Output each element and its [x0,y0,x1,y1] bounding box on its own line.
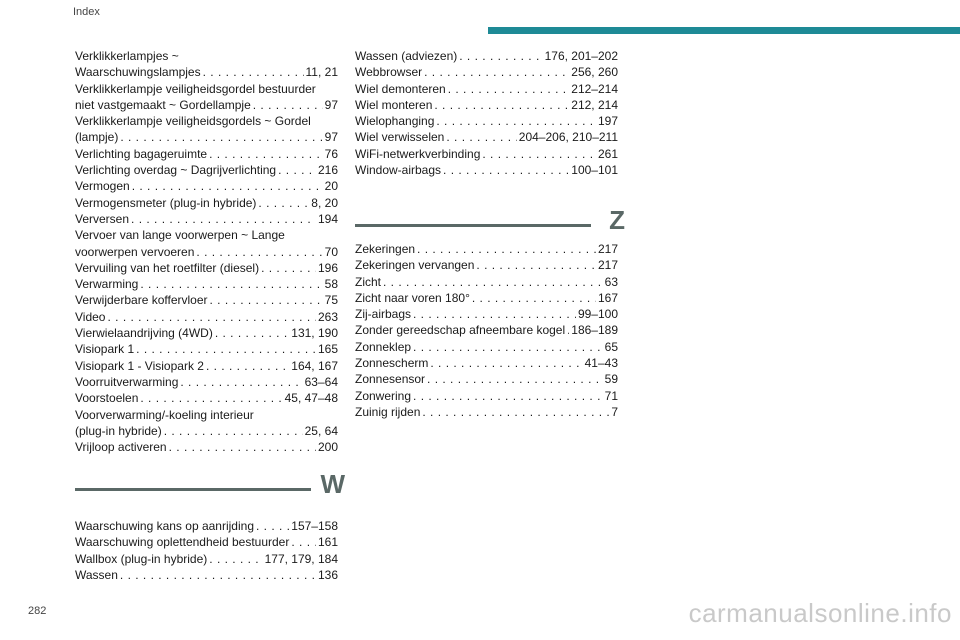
entry-term: Zekeringen vervangen [355,258,475,273]
dot-leader [206,358,289,374]
index-entry [355,355,618,371]
index-entry [75,309,338,325]
entry-term: niet vastgemaakt ~ Gordellampje [75,97,251,112]
entry-term: WiFi-netwerkverbinding [355,146,481,161]
index-entry [355,64,618,80]
dot-leader [434,97,569,113]
index-entry [75,178,338,194]
index-entry [75,276,338,292]
entry-term: Vrijloop activeren [75,440,167,455]
dot-leader [413,339,603,355]
dot-leader [424,64,569,80]
dot-leader [472,290,596,306]
entry-term: Webbrowser [355,65,423,80]
index-entry [75,292,338,308]
entry-term: Zekeringen [355,242,416,256]
index-entry [355,274,618,290]
entry-pages: 217 [597,258,618,273]
entry-term: Zonneklep [355,339,412,354]
entry-pages: 97 [324,97,338,112]
index-entry [75,358,338,374]
entry-pages: 131, 190 [291,326,338,341]
index-entry [355,48,618,64]
index-entry [355,162,618,178]
entry-term: Verlichting bagageruimte [75,146,208,161]
dot-leader [258,195,309,211]
entry-pages: 8, 20 [311,195,338,210]
entry-term: Waarschuwing oplettendheid bestuurder [75,535,290,550]
entry-pages: 11, 21 [305,65,338,80]
dot-leader [253,97,323,113]
dot-leader [459,48,542,64]
entry-term: Wiel verwisselen [355,130,445,145]
entry-pages: 177, 179, 184 [264,551,338,566]
entry-pages: 63–64 [304,374,338,389]
dot-leader [196,244,322,260]
index-entry [75,423,338,439]
index-entry [355,81,618,97]
dot-leader [256,518,289,534]
index-entry [75,64,338,80]
page-number: 282 [28,605,47,617]
entry-term: voorwerpen vervoeren [75,244,195,259]
index-entry [75,162,338,178]
index-entry [355,339,618,355]
dot-leader [443,162,569,178]
entry-term: Verwijderbare koffervloer [75,293,208,308]
dot-leader [567,322,569,338]
dot-leader [215,325,289,341]
index-section-w [75,518,338,583]
index-entry [75,129,338,145]
dot-leader [291,534,316,550]
index-section-z [355,241,618,420]
entry-term: Voorstoelen [75,391,139,406]
entry-pages: 204–206, 210–211 [518,130,618,145]
entry-term: Visiopark 1 [75,342,135,357]
entry-term: Wiel monteren [355,97,433,112]
dot-leader [417,241,596,257]
entry-term: Vermogensmeter (plug-in hybride) [75,195,257,210]
section-header-w [75,466,345,499]
entry-pages: 164, 167 [291,358,338,373]
entry-pages: 161 [317,535,338,550]
entry-term: Verlichting overdag ~ Dagrijverlichting [75,163,277,178]
entry-term: Waarschuwingslampjes [75,65,201,80]
index-entry [355,257,618,273]
dot-leader [169,439,316,455]
dot-leader [209,551,262,567]
entry-term: Vierwielaandrijving (4WD) [75,326,213,341]
entry-term: Verversen [75,211,130,226]
entry-pages: 256, 260 [571,65,618,80]
entry-term: Visiopark 1 - Visiopark 2 [75,358,204,373]
index-entry [75,195,338,211]
entry-pages: 20 [324,179,338,194]
dot-leader [120,129,322,145]
entry-term: Zonwering [355,388,412,403]
dot-leader [203,64,304,80]
entry-pages: 75 [324,293,338,308]
entry-pages: 59 [604,372,618,387]
entry-pages: 100–101 [571,163,618,178]
index-entry: Verklikkerlampje veiligheidsgordels ~ Gordel [75,114,311,129]
dot-leader [140,276,322,292]
entry-pages: 63 [604,274,618,289]
entry-term: Zicht naar voren 180° [355,290,470,305]
dot-leader [482,146,596,162]
entry-term: Zonnesensor [355,372,426,387]
index-column-right [355,48,618,178]
index-entry [75,97,338,113]
index-entry [355,404,618,420]
index-entry [355,388,618,404]
entry-term: Zicht [355,274,382,289]
entry-pages: 194 [317,211,338,226]
entry-pages: 216 [317,163,338,178]
section-letter: W [320,469,345,499]
watermark: carmanualsonline.info [688,598,952,628]
section-header-z [355,202,625,235]
dot-leader [448,81,570,97]
entry-pages: 217 [597,242,618,256]
index-entry [75,341,338,357]
index-entry [75,374,338,390]
index-entry [355,97,618,113]
entry-pages: 165 [317,342,338,357]
entry-pages: 25, 64 [304,423,338,438]
entry-pages: 65 [604,339,618,354]
entry-term: Wallbox (plug-in hybride) [75,551,208,566]
entry-pages: 71 [604,388,618,403]
index-entry: Verklikkerlampjes ~ [75,49,179,63]
entry-pages: 167 [597,290,618,305]
entry-pages: 136 [317,567,338,582]
dot-leader [120,567,316,583]
header-accent-bar [488,27,960,34]
index-entry [355,306,618,322]
entry-pages: 176, 201–202 [544,49,618,63]
entry-pages: 261 [597,146,618,161]
dot-leader [278,162,316,178]
entry-pages: 157–158 [291,519,338,533]
entry-term: Zij-airbags [355,307,412,322]
entry-pages: 197 [597,114,618,129]
index-entry [75,534,338,550]
entry-pages: 99–100 [577,307,618,322]
index-entry [75,518,338,534]
index-entry [355,290,618,306]
dot-leader [436,113,596,129]
dot-leader [476,257,596,273]
index-entry [75,211,338,227]
index-entry [75,325,338,341]
index-entry: Voorverwarming/-koeling interieur [75,407,254,422]
entry-pages: 70 [324,244,338,259]
index-entry [75,567,338,583]
entry-pages: 41–43 [584,356,618,371]
index-entry [355,113,618,129]
index-entry: Verklikkerlampje veiligheidsgordel bestuurder [75,81,316,96]
entry-term: Zonder gereedschap afneembare kogel [355,323,566,338]
entry-pages: 58 [324,277,338,292]
entry-term: (plug-in hybride) [75,423,162,438]
dot-leader [164,423,303,439]
entry-term: Wassen (adviezen) [355,49,458,63]
entry-term: Video [75,309,106,324]
dot-leader [209,146,323,162]
index-entry [75,146,338,162]
entry-pages: 7 [611,404,618,419]
entry-pages: 97 [324,130,338,145]
entry-pages: 186–189 [571,323,618,338]
dot-leader [422,404,609,420]
index-entry: Vervoer van lange voorwerpen ~ Lange [75,228,285,243]
entry-pages: 212, 214 [571,97,618,112]
entry-term: Vermogen [75,179,130,194]
index-entry [75,390,338,406]
dot-leader [132,178,323,194]
entry-pages: 76 [324,146,338,161]
entry-term: Verwarming [75,277,139,292]
index-entry [355,129,618,145]
dot-leader [210,292,323,308]
dot-leader [413,306,576,322]
entry-pages: 212–214 [571,81,618,96]
index-entry [355,241,618,257]
entry-term: Vervuiling van het roetfilter (diesel) [75,260,260,275]
section-divider [75,488,311,491]
section-letter: Z [609,205,625,235]
dot-leader [261,260,316,276]
dot-leader [131,211,316,227]
entry-term: Wielophanging [355,114,435,129]
index-column-left [75,48,338,455]
entry-term: Voorruitverwarming [75,374,179,389]
dot-leader [107,309,315,325]
index-entry [75,439,338,455]
entry-term: Wiel demonteren [355,81,446,96]
entry-term: Window-airbags [355,163,442,178]
entry-term: Waarschuwing kans op aanrijding [75,519,254,533]
dot-leader [413,388,603,404]
entry-pages: 263 [317,309,338,324]
entry-term: Zonnescherm [355,356,429,371]
dot-leader [140,390,282,406]
dot-leader [427,371,603,387]
section-divider [355,224,591,227]
dot-leader [446,129,516,145]
running-header: Index [73,6,100,18]
entry-term: Wassen [75,567,118,582]
index-entry [75,551,338,567]
index-entry [355,371,618,387]
index-entry [355,322,618,338]
entry-pages: 45, 47–48 [284,391,338,406]
entry-pages: 200 [317,440,338,455]
dot-leader [180,374,302,390]
index-entry [75,244,338,260]
index-entry [355,146,618,162]
dot-leader [430,355,582,371]
dot-leader [136,341,316,357]
index-entry [75,260,338,276]
dot-leader [383,274,603,290]
entry-term: (lampje) [75,130,119,145]
entry-pages: 196 [317,260,338,275]
entry-term: Zuinig rijden [355,404,421,419]
